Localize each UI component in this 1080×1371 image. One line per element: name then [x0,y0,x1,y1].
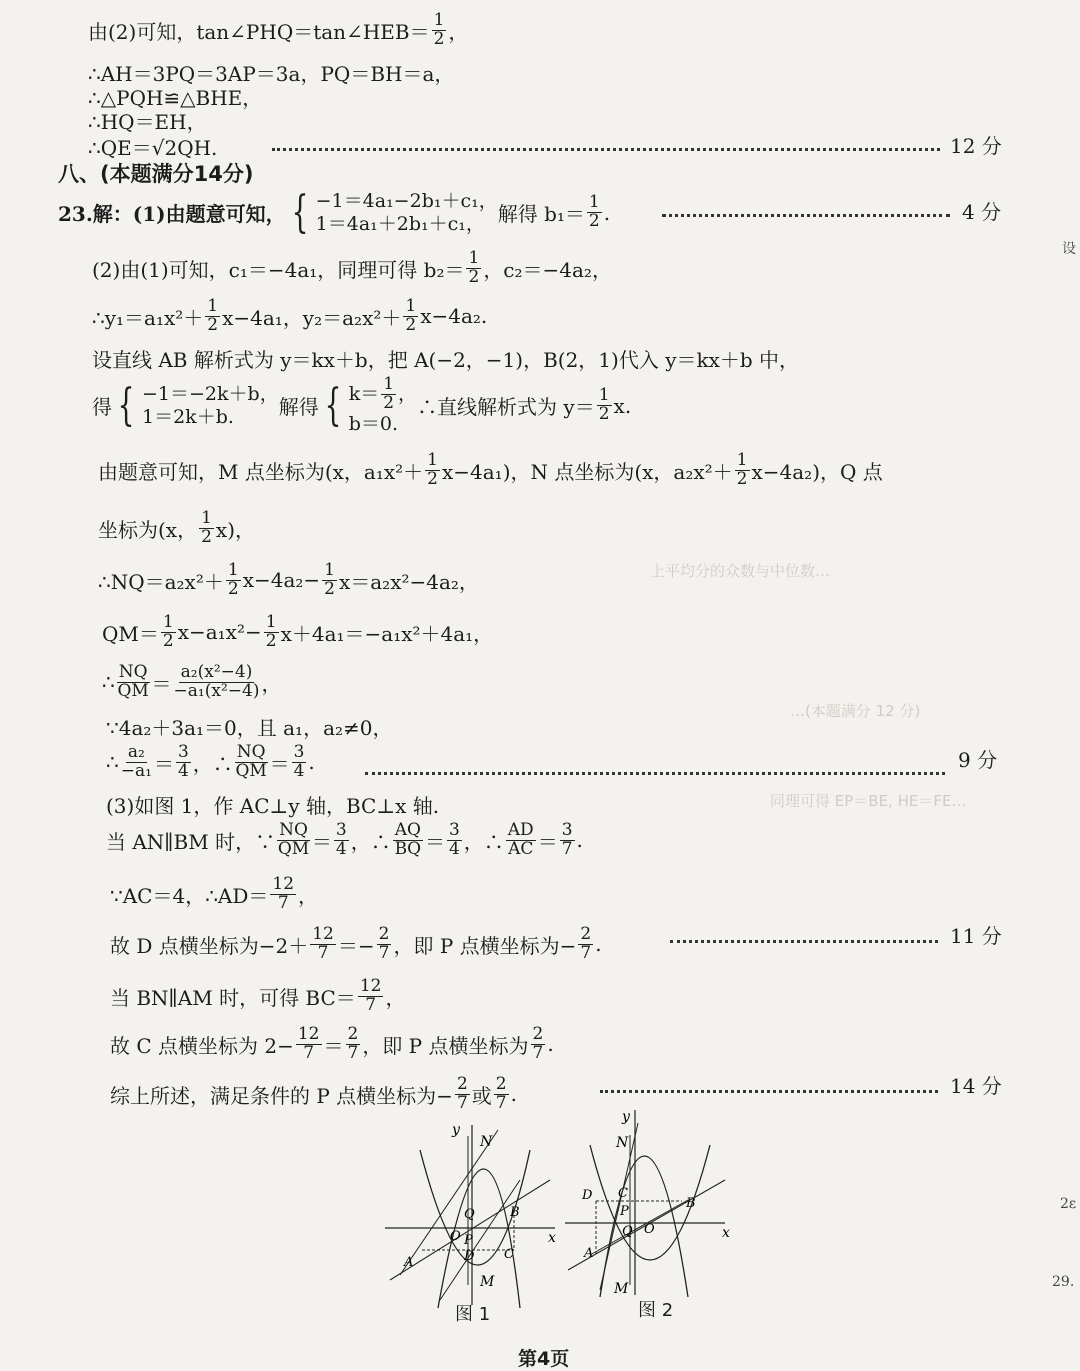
line-d-coord: 故 D 点横坐标为−2＋ $\frac{12}{7}$ ＝− $\frac{2}{7}$ ，即 P 点横坐标为− $\frac{2}{7}$ . [110,924,602,963]
dot-leader [670,940,938,943]
dot-leader [600,1090,938,1093]
line-bn-am: 当 BN∥AM 时，可得 BC＝ $\frac{12}{7}$ ， [110,976,406,1015]
edge-text: 设 [1062,241,1076,257]
label-n: N [616,1135,629,1151]
label-c: C [504,1247,514,1262]
label-o: O [450,1229,461,1244]
label-n: N [480,1134,493,1150]
edge-text: 29. [1052,1274,1075,1290]
frac-half: $\frac{1}{2}$ [433,10,445,49]
line-result-9: ∴ $\frac{\text{a₂}}{\text{−a₁}}$ ＝ $\frac{3}{4}$ ，∴ $\frac{NQ}{QM}$ ＝ $\frac{3}{4}$ . [106,742,315,781]
dot-leader [272,148,940,151]
label-y: y [452,1122,460,1138]
figure-1-caption: 图 1 [455,1304,491,1325]
score-14: 14 分 [950,1074,1002,1098]
q23-part1: 23.解：(1)由题意可知， { −1＝4a₁−2b₁＋c₁， 1＝4a₁＋2b₁＋c₁， 解得 b₁＝ $\frac{1}{2}$ . [58,186,611,238]
line-mn-coords: 由题意可知，M 点坐标为(x，a₁x²＋ $\frac{1}{2}$ x−4a₁)，N 点坐标为(x，a₂x²＋ $\frac{1}{2}$ x−4a₂)，Q 点 [98,450,883,489]
line-y-functions: ∴y₁＝a₁x²＋ $\frac{1}{2}$ x−4a₁，y₂＝a₂x²＋ $\frac{1}{2}$ x−4a₂. [92,296,488,335]
edge-text: 2ε [1060,1196,1077,1212]
label-a: A [584,1246,594,1261]
page-number: 第4页 [518,1348,570,1370]
line-an-bm: 当 AN∥BM 时，∵ $\frac{NQ}{QM}$ ＝ $\frac{3}{4}$ ，∴ $\frac{AQ}{BQ}$ ＝ $\frac{3}{4}$ ，∴ $\frac{AD}{AC}$ ＝ $\frac{3}{7}$ . [106,820,583,859]
line-ac: ∵AC＝4，∴AD＝ $\frac{12}{7}$ ， [110,874,319,913]
line-ah: ∴AH＝3PQ＝3AP＝3a，PQ＝BH＝a， [88,62,455,86]
line-congruent: ∴△PQH≌△BHE， [88,86,263,110]
label-b: B [510,1205,520,1220]
line-tan: 由(2)可知，tan∠PHQ＝tan∠HEB＝ $\frac{1}{2}$ ， [88,10,469,49]
line-qe: ∴QE＝√2QH. [88,136,218,160]
label-x: x [722,1225,730,1241]
figure-2 [560,1105,750,1300]
q23-part3: (3)如图 1，作 AC⊥y 轴，BC⊥x 轴. [106,794,440,818]
label-c: C [618,1186,628,1201]
label-d: D [582,1188,593,1203]
label-q: Q [464,1207,475,1222]
section-header: 八、(本题满分14分) [58,162,254,186]
label-b: B [686,1196,696,1211]
figure-1 [380,1120,580,1310]
label-y: y [622,1109,630,1125]
line-bn [590,1200,688,1255]
label-o: O [644,1222,655,1237]
label-p: P [464,1233,473,1248]
q23-part2: (2)由(1)可知，c₁＝−4a₁，同理可得 b₂＝ $\frac{1}{2}$ ，c₂＝−4a₂， [92,248,612,287]
label-m: M [614,1281,629,1297]
label-p: P [620,1204,629,1219]
score-11: 11 分 [950,924,1002,948]
line-qm: QM＝ $\frac{1}{2}$ x−a₁x²− $\frac{1}{2}$ x＋4a₁＝−a₁x²＋4a₁， [102,612,494,651]
score-12: 12 分 [950,134,1002,158]
dot-leader [662,214,950,217]
figure-2-caption: 图 2 [638,1300,674,1321]
label-a: A [404,1255,414,1270]
line-ab [390,1180,550,1280]
label-d: D [464,1249,475,1264]
score-4: 4 分 [962,200,1002,224]
line-solve-k: 得 { −1＝−2k＋b， 1＝2k＋b. 解得 { k＝ $\frac{1}{2}$ ， b＝0. ∴直线解析式为 y＝ $\frac{1}{2}$ x. [92,374,632,435]
dot-leader [365,772,945,775]
line-ab: 设直线 AB 解析式为 y＝kx＋b，把 A(−2，−1)，B(2，1)代入 y＝kx＋b 中， [92,348,800,372]
line-hq: ∴HQ＝EH， [88,110,207,134]
line-c-coord: 故 C 点横坐标为 2− $\frac{12}{7}$ ＝ $\frac{2}{7}$ ，即 P 点横坐标为 $\frac{2}{7}$ . [110,1024,554,1063]
label-q: Q [622,1224,633,1239]
line-nq: ∴NQ＝a₂x²＋ $\frac{1}{2}$ x−4a₂− $\frac{1}{2}$ x＝a₂x²−4a₂， [98,560,479,599]
score-9: 9 分 [958,748,998,772]
line-ratio: ∴ $\frac{NQ}{QM}$ ＝ $\frac{\text{a₂(x²−4)}}{\text{−a₁(x²−4)}}$ ， [102,662,282,701]
line-summary: 综上所述，满足条件的 P 点横坐标为− $\frac{2}{7}$ 或 $\frac{2}{7}$ . [110,1074,517,1113]
line-condition: ∵4a₂＋3a₁＝0，且 a₁，a₂≠0， [106,716,393,740]
exam-answer-page: …(本题满分 12 分) 同理可得 EP＝BE, HE＝FE… 上平均分的众数与中位数… 由(2)可知，tan∠PHQ＝tan∠HEB＝ $\frac{1}{2}$ ， ∴AH＝3PQ＝3AP＝3a，PQ＝BH＝a， ∴△PQH≌△BHE， ∴HQ＝EH， ∴QE＝√2QH. 12 分 八、(本题满分14分) 23.解：(1)由题意可知， { −1＝4a₁−2b₁＋c₁， 1＝4a₁＋2b₁＋c₁， 解得 b₁＝ $\frac{1}{2}$ . 4 分 (2)由(1)可知，c₁＝−4a₁，同理可得 b₂＝ $\frac{1}{2}$ ，c₂＝−4a₂， ∴y₁＝a₁x²＋ $\frac{1}{2}$ x−4a₁，y₂＝a₂x²＋ $\frac{1}{2}$ x−4a₂. 设直线 AB 解析式为 y＝kx＋b，把 A(−2，−1)，B(2，1)代入 y＝kx＋b 中， 得 { −1＝−2k＋b， 1＝2k＋b. 解得 { k＝ $\frac{1}{2}$ ， b＝0. ∴直线解析式为 y＝ $\frac{1}{2}$ x. 由题意可知，M 点坐标为(x，a₁x²＋ $\frac{1}{2}$ x−4a₁)，N 点坐标为(x，a₂x²＋ $\frac{1}{2}$ x−4a₂)，Q 点 坐标为(x， $\frac{1}{2}$ x)， ∴NQ＝a₂x²＋ $\frac{1}{2}$ x−4a₂− $\frac{1}{2}$ x＝a₂x²−4a₂， QM＝ $\frac{1}{2}$ x−a₁x²− $\frac{1}{2}$ x＋4a₁＝−a₁x²＋4a₁， ∴ $\frac{NQ}{QM}$ ＝ $\frac{\text{a₂(x²−4)}}{\text{−a₁(x²−4)}}$ ， ∵4a₂＋3a₁＝0，且 a₁，a₂≠0， ∴ $\frac{\text{a₂}}{\text{−a₁}}$ ＝ $\frac{3}{4}$ ，∴ $\frac{NQ}{QM}$ ＝ $\frac{3}{4}$ . 9 分 (3)如图 1，作 AC⊥y 轴，BC⊥x 轴. 当 AN∥BM 时，∵ $\frac{NQ}{QM}$ ＝ $\frac{3}{4}$ ，∴ $\frac{AQ}{BQ}$ ＝ $\frac{3}{4}$ ，∴ $\frac{AD}{AC}$ ＝ $\frac{3}{7}$ . ∵AC＝4，∴AD＝ $\frac{12}{7}$ ， 故 D 点横坐标为−2＋ $\frac{12}{7}$ ＝− $\frac{2}{7}$ ，即 P 点横坐标为− $\frac{2}{7}$ . 11 分 当 BN∥AM 时，可得 BC＝ $\frac{12}{7}$ ， 故 C 点横坐标为 2− $\frac{12}{7}$ ＝ $\frac{2}{7}$ ，即 P 点横坐标为 $\frac{2}{7}$ . 综上所述，满足条件的 P 点横坐标为− $\frac{2}{7}$ 或 $\frac{2}{7}$ . 14 分 y x N Q B O P D C A M 图 1 y x N D C B P O Q A M 图 2 第4页 设 2ε 29. [58,10,1077,1370]
line-q-coords: 坐标为(x， $\frac{1}{2}$ x)， [98,508,256,547]
label-x: x [548,1230,556,1246]
label-m: M [480,1274,495,1290]
